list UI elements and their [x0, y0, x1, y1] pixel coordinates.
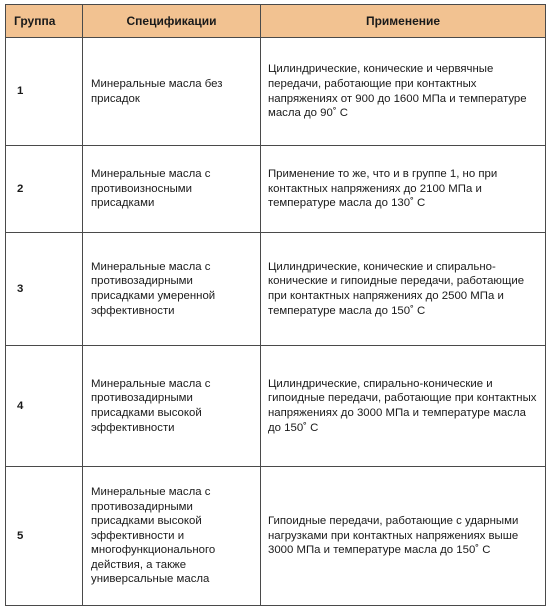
- table-row: [6, 146, 546, 233]
- table-row: [6, 346, 546, 467]
- spec-cell: Минеральные масла без присадок: [83, 38, 261, 146]
- oil-groups-table: [5, 4, 546, 606]
- group-cell: 1: [6, 38, 83, 146]
- table-header: [6, 5, 546, 38]
- application-cell: Применение то же, что и в группе 1, но при контактных напряжениях до 2100 МПа и температуре масла до 130˚ С: [261, 146, 546, 233]
- spec-cell: Минеральные масла с противозадирными присадками умеренной эффективности: [83, 233, 261, 346]
- application-cell: Цилиндрические, конические и спирально-конические и гипоидные передачи, работающие при контактных напряжениях до 2500 МПа и температуре масла до 150˚ С: [261, 233, 546, 346]
- header-row: [6, 5, 546, 38]
- header-spec: Спецификации: [83, 5, 261, 38]
- application-cell: Цилиндрические, конические и червячные передачи, работающие при контактных напряжениях от 900 до 1600 МПа и температуре масла до 90˚ С: [261, 38, 546, 146]
- table-row: [6, 233, 546, 346]
- group-cell: 5: [6, 467, 83, 606]
- header-application: Применение: [261, 5, 546, 38]
- table-row: [6, 467, 546, 606]
- group-cell: 4: [6, 346, 83, 467]
- table-body: [6, 38, 546, 606]
- application-cell: Гипоидные передачи, работающие с ударными нагрузками при контактных напряжениях выше 3000 МПа и температуре масла до 150˚ С: [261, 467, 546, 606]
- group-cell: 2: [6, 146, 83, 233]
- header-group: Группа: [6, 5, 83, 38]
- spec-cell: Минеральные масла с противозадирными присадками высокой эффективности и многофункционального действия, а также универсальные масла: [83, 467, 261, 606]
- oil-groups-table-container: [5, 4, 545, 606]
- group-cell: 3: [6, 233, 83, 346]
- application-cell: Цилиндрические, спирально-конические и гипоидные передачи, работающие при контактных напряжениях до 3000 МПа и температуре масла до 150˚ С: [261, 346, 546, 467]
- spec-cell: Минеральные масла с противозадирными присадками высокой эффективности: [83, 346, 261, 467]
- spec-cell: Минеральные масла с противоизносными присадками: [83, 146, 261, 233]
- table-row: [6, 38, 546, 146]
